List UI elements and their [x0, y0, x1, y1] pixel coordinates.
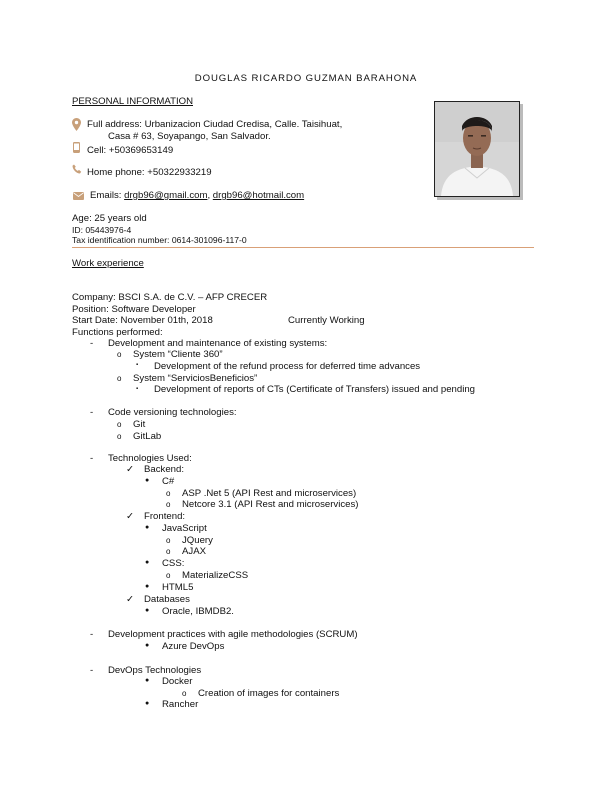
- mobile-phone-icon: [73, 142, 80, 153]
- home-phone: Home phone: +50322933219: [87, 167, 212, 178]
- phone-icon: [72, 164, 82, 174]
- dot-bullet: ●: [145, 583, 150, 590]
- circle-bullet: o: [166, 500, 171, 509]
- list-item: Development and maintenance of existing systems:: [108, 338, 328, 349]
- circle-bullet: o: [182, 689, 187, 698]
- address-line-2: Casa # 63, Soyapango, San Salvador.: [108, 131, 271, 142]
- dash-bullet: -: [90, 407, 94, 418]
- list-item: Azure DevOps: [162, 641, 225, 652]
- list-item: Oracle, IBMDB2.: [162, 606, 234, 617]
- list-item: MaterializeCSS: [182, 570, 249, 581]
- list-item: Netcore 3.1 (API Rest and microservices): [182, 499, 359, 510]
- check-bullet: ✓: [126, 511, 135, 522]
- dash-bullet: -: [90, 338, 94, 349]
- emails-label: Emails:: [90, 190, 125, 201]
- list-item: System “Cliente 360”: [133, 349, 223, 360]
- list-item: JQuery: [182, 535, 213, 546]
- list-item: C#: [162, 476, 175, 487]
- dot-bullet: ●: [145, 524, 150, 531]
- square-bullet: ▪: [136, 386, 139, 392]
- list-item: GitLab: [133, 431, 162, 442]
- id-number: ID: 05443976-4: [72, 225, 132, 235]
- start-date: Start Date: November 01th, 2018: [72, 315, 213, 326]
- profile-photo: [434, 101, 520, 197]
- functions-label: Functions performed:: [72, 327, 163, 338]
- email-link-gmail[interactable]: drgb96@gmail.com: [124, 190, 208, 201]
- list-item: Docker: [162, 676, 193, 687]
- list-item: Databases: [144, 594, 190, 605]
- square-bullet: ▪: [136, 362, 139, 368]
- dash-bullet: -: [90, 665, 94, 676]
- dot-bullet: ●: [145, 642, 150, 649]
- list-item: AJAX: [182, 546, 206, 557]
- dash-bullet: -: [90, 453, 94, 464]
- circle-bullet: o: [166, 571, 171, 580]
- resume-name: DOUGLAS RICARDO GUZMAN BARAHONA: [194, 73, 418, 84]
- list-item: ASP .Net 5 (API Rest and microservices): [182, 488, 357, 499]
- circle-bullet: o: [117, 374, 122, 383]
- list-item: Backend:: [144, 464, 185, 475]
- circle-bullet: o: [117, 420, 122, 429]
- list-item: Creation of images for containers: [198, 688, 340, 699]
- circle-bullet: o: [166, 547, 171, 556]
- list-item: Technologies Used:: [108, 453, 192, 464]
- work-experience-heading: Work experience: [72, 258, 144, 269]
- check-bullet: ✓: [126, 464, 135, 475]
- address-line-1: Full address: Urbanizacion Ciudad Credisa, Calle. Taisihuat,: [87, 119, 343, 130]
- list-item: HTML5: [162, 582, 194, 593]
- list-item: Rancher: [162, 699, 199, 710]
- cell-phone: Cell: +50369653149: [87, 145, 174, 156]
- list-item: Git: [133, 419, 146, 430]
- circle-bullet: o: [166, 536, 171, 545]
- section-divider: [72, 247, 534, 248]
- circle-bullet: o: [166, 489, 171, 498]
- dot-bullet: ●: [145, 677, 150, 684]
- list-item: Development practices with agile methodologies (SCRUM): [108, 629, 358, 640]
- circle-bullet: o: [117, 432, 122, 441]
- list-item: System “ServiciosBeneficios”: [133, 373, 258, 384]
- dot-bullet: ●: [145, 477, 150, 484]
- email-separator: ,: [207, 190, 213, 201]
- dash-bullet: -: [90, 629, 94, 640]
- dot-bullet: ●: [145, 700, 150, 707]
- age: Age: 25 years old: [72, 213, 147, 224]
- list-item: DevOps Technologies: [108, 665, 202, 676]
- check-bullet: ✓: [126, 594, 135, 605]
- personal-info-heading: PERSONAL INFORMATION: [72, 96, 193, 107]
- location-pin-icon: [72, 118, 81, 131]
- email-link-hotmail[interactable]: drgb96@hotmail.com: [212, 190, 305, 201]
- list-item: Frontend:: [144, 511, 186, 522]
- emails-line: [90, 190, 304, 201]
- circle-bullet: o: [117, 350, 122, 359]
- envelope-icon: [73, 192, 84, 200]
- list-item: Code versioning technologies:: [108, 407, 237, 418]
- tax-id: Tax identification number: 0614-301096-117-0: [72, 235, 247, 245]
- dot-bullet: ●: [145, 559, 150, 566]
- list-item: Development of reports of CTs (Certificate of Transfers) issued and pending: [154, 384, 476, 395]
- list-item: Development of the refund process for deferred time advances: [154, 361, 421, 372]
- company: Company: BSCI S.A. de C.V. – AFP CRECER: [72, 292, 268, 303]
- dot-bullet: ●: [145, 607, 150, 614]
- position: Position: Software Developer: [72, 304, 196, 315]
- list-item: CSS:: [162, 558, 185, 569]
- list-item: JavaScript: [162, 523, 207, 534]
- employment-status: Currently Working: [288, 315, 365, 326]
